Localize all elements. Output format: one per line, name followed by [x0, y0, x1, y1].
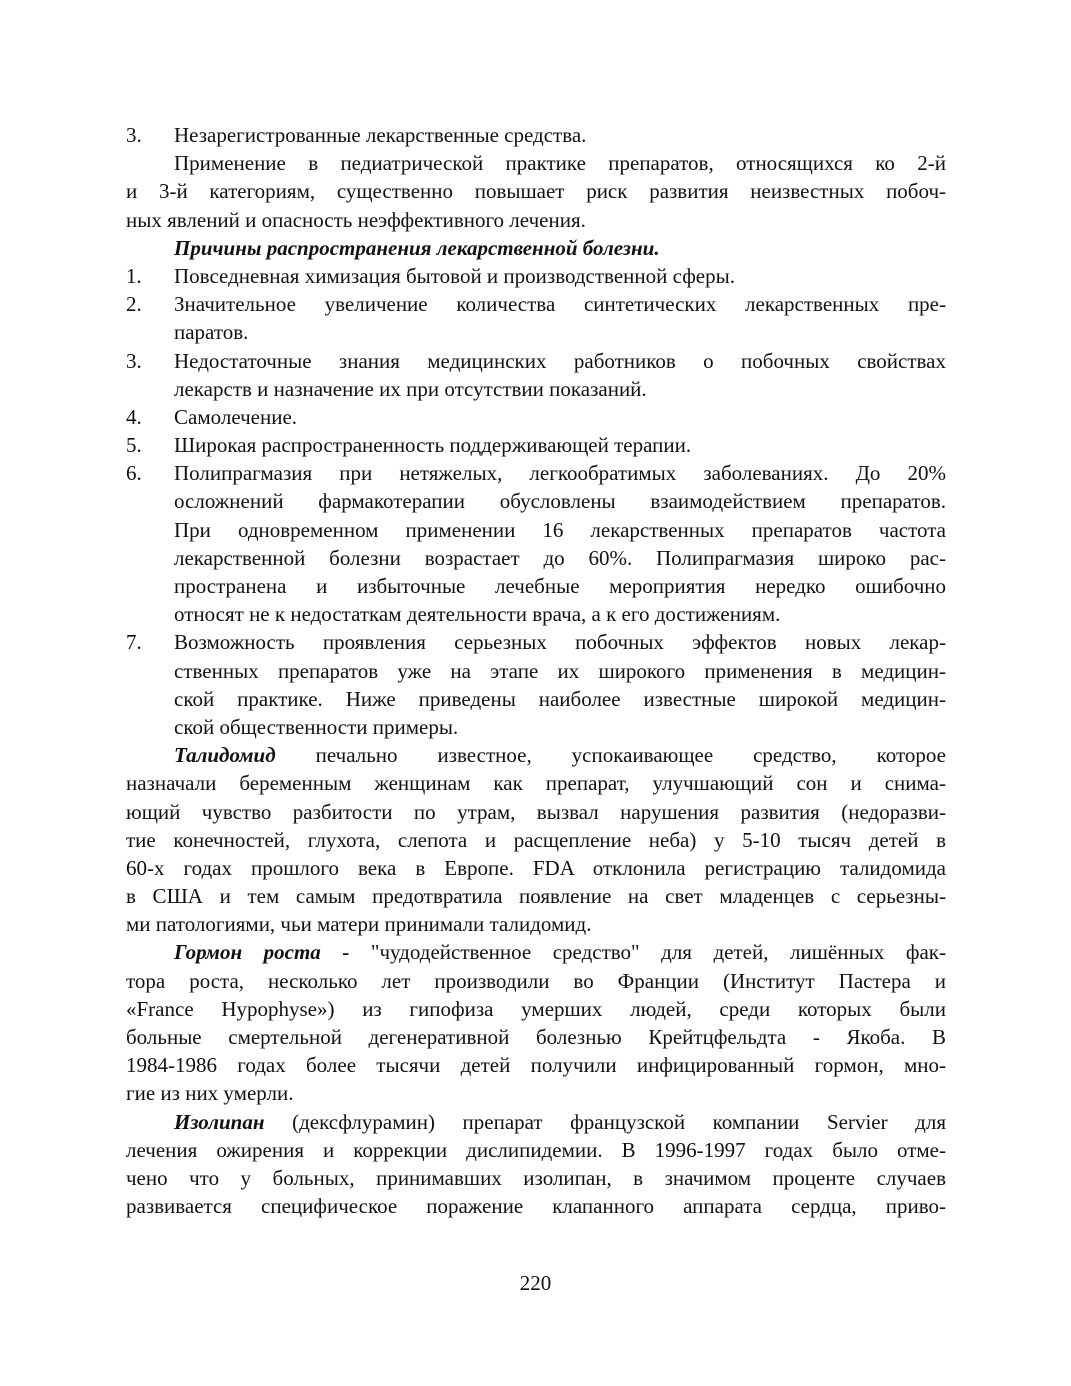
text-line: лечения ожирения и коррекции дислипидемии. В 1996-1997 годах было отме- — [126, 1137, 946, 1162]
text-line: Широкая распространенность поддерживающей терапии. — [174, 433, 692, 458]
text-line: пространена и избыточные лечебные мероприятия нередко ошибочно — [174, 574, 946, 598]
paragraph-thalidomide-first-line — [126, 741, 946, 769]
text-line: «France Hypophyse») из гипофиза умерших людей, среди которых были — [126, 996, 946, 1021]
text-line: (дексфлурамин) препарат французской компании Servier для — [264, 1109, 946, 1134]
term-isolipan: Изолипан — [174, 1109, 265, 1134]
list-number: 2. — [126, 292, 142, 317]
text-line: ющий чувство разбитости по утрам, вызвал нарушения развития (недоразви- — [126, 799, 946, 824]
text-line: осложнений фармакотерапии обусловлены взаимодействием препаратов. — [174, 489, 946, 514]
text-line: в США и тем самым предотвратила появление на свет младенцев с серьезны- — [126, 884, 946, 909]
text-line: и 3-й категориям, существенно повышает риск развития неизвестных побоч- — [126, 179, 946, 204]
text-line: ми патологиями, чьи матери принимали талидомид. — [126, 912, 592, 937]
list-item-4-line — [126, 403, 946, 431]
list-item-5-line — [126, 431, 946, 459]
text-line: паратов. — [174, 320, 249, 345]
paragraph-growth-hormone-first-line — [126, 938, 946, 966]
text-line: чено что у больных, принимавших изолипан, в значимом проценте случаев — [126, 1165, 946, 1190]
term-thalidomide: Талидомид — [174, 743, 276, 768]
list-number: 1. — [126, 263, 142, 288]
text-line: тора роста, несколько лет производили во Франции (Институт Пастера и — [126, 968, 946, 993]
term-growth-hormone: Гормон роста - — [174, 940, 350, 965]
text-line: печально известное, успокаивающее средство, которое — [275, 743, 946, 768]
text-line: назначали беременным женщинам как препарат, улучшающий сон и снима- — [126, 771, 946, 796]
text-line: гие из них умерли. — [126, 1081, 294, 1106]
list-item-2-line — [126, 290, 946, 318]
text-line: "чудодейственное средство" для детей, лишённых фак- — [349, 940, 946, 965]
list-number: 6. — [126, 461, 142, 486]
page-number: 220 — [519, 1271, 552, 1295]
text-line: Недостаточные знания медицинских работников о побочных свойствах — [174, 348, 946, 373]
text-line: Применение в педиатрической практике препаратов, относящихся ко 2-й — [174, 151, 946, 176]
list-number: 5. — [126, 433, 142, 458]
text-line: Повседневная химизация бытовой и производственной сферы. — [174, 263, 735, 288]
text-line: Полипрагмазия при нетяжелых, легкообратимых заболеваниях. До 20% — [174, 461, 946, 486]
text-line: развивается специфическое поражение клапанного аппарата сердца, приво- — [126, 1194, 946, 1219]
text-line: ных явлений и опасность неэффективного лечения. — [126, 207, 586, 232]
list-item-6-line — [126, 459, 946, 487]
text-line: 1984-1986 годах более тысячи детей получили инфицированный гормон, мно- — [126, 1053, 946, 1078]
text-line: больные смертельной дегенеративной болезнью Крейтцфельдта - Якоба. В — [126, 1025, 946, 1049]
text-line: Возможность проявления серьезных побочных эффектов новых лекар- — [174, 630, 946, 655]
list-item-7-line — [126, 628, 946, 656]
section-heading: Причины распространения лекарственной болезни. — [174, 235, 660, 260]
text-line: ской общественности примеры. — [174, 714, 459, 739]
text-line: лекарственной болезни возрастает до 60%. Полипрагмазия широко рас- — [174, 545, 946, 570]
page-body — [126, 121, 946, 1220]
text-line: Значительное увеличение количества синтетических лекарственных пре- — [174, 292, 946, 317]
list-item-3-line — [126, 121, 946, 149]
list-number: 3. — [126, 348, 142, 373]
paragraph-isolipan-first-line — [126, 1108, 946, 1136]
list-number: 4. — [126, 404, 142, 429]
text-line: Самолечение. — [174, 404, 298, 429]
text-line: относят не к недостаткам деятельности врача, а к его достижениям. — [174, 602, 781, 627]
list-number: 3. — [126, 123, 142, 147]
list-item-3b-line — [126, 347, 946, 375]
text-line: тие конечностей, глухота, слепота и расщепление неба) у 5-10 тысяч детей в — [126, 827, 946, 852]
list-number: 7. — [126, 630, 142, 655]
text-line: 60-х годах прошлого века в Европе. FDA отклонила регистрацию талидомида — [126, 855, 946, 880]
text-line: Незарегистрованные лекарственные средства. — [174, 123, 587, 147]
text-line: ской практике. Ниже приведены наиболее известные широкой медицин- — [174, 686, 946, 711]
text-line: лекарств и назначение их при отсутствии показаний. — [174, 376, 647, 401]
text-line: При одновременном применении 16 лекарственных препаратов частота — [174, 517, 946, 542]
text-line: ственных препаратов уже на этапе их широкого применения в медицин- — [174, 658, 946, 683]
list-item-1-line — [126, 262, 946, 290]
